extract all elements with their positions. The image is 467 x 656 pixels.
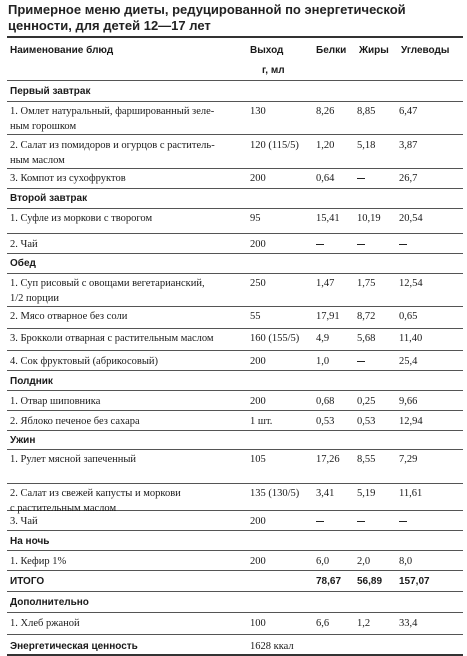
item-name: 3. Компот из сухофруктов [10, 173, 126, 184]
item-name: 4. Сок фруктовый (абрикосовый) [10, 356, 159, 367]
item-carbs: 11,40 [399, 333, 423, 344]
item-carbs: 9,66 [399, 396, 418, 407]
item-output: 1 шт. [250, 416, 273, 427]
table-rule [7, 570, 463, 571]
table-rule [7, 273, 463, 274]
item-output: 160 (155/5) [250, 333, 300, 344]
header-output-unit: г, мл [262, 65, 285, 76]
item-fat: 0,53 [357, 416, 376, 427]
item-name: 1. Суфле из моркови с творогом [10, 213, 153, 224]
item-fat: 0,25 [357, 396, 376, 407]
item-carbs: 33,4 [399, 618, 418, 629]
item-protein [316, 515, 324, 528]
item-protein: 17,91 [316, 311, 340, 322]
item-name: 1. Кефир 1% [10, 556, 67, 567]
table-rule [7, 36, 463, 38]
item-carbs: 7,29 [399, 454, 418, 465]
header-fat: Жиры [359, 45, 389, 56]
item-name: 2. Салат из свежей капусты и моркови [10, 488, 181, 499]
item-fat: 8,85 [357, 106, 376, 117]
item-protein: 1,47 [316, 278, 335, 289]
item-carbs: 20,54 [399, 213, 423, 224]
item-fat [357, 515, 365, 528]
table-rule [7, 591, 463, 592]
item-fat: 2,0 [357, 556, 371, 567]
item-fat: 5,18 [357, 140, 376, 151]
table-rule [7, 430, 463, 431]
item-carbs: 25,4 [399, 356, 418, 367]
item-name: с растительным маслом [10, 503, 117, 514]
item-protein: 0,53 [316, 416, 335, 427]
table-rule [7, 80, 463, 81]
item-carbs: 11,61 [399, 488, 423, 499]
table-rule [7, 612, 463, 613]
item-name: 1. Рулет мясной запеченный [10, 454, 137, 465]
item-output: 120 (115/5) [250, 140, 299, 151]
item-name: 1. Омлет натуральный, фаршированный зеле- [10, 106, 215, 117]
item-carbs: 26,7 [399, 173, 418, 184]
item-name: 2. Салат из помидоров и огурцов с раститель- [10, 140, 215, 151]
dash-mark [357, 244, 365, 245]
table-title: Примерное меню диеты, редуцированной по энергетической ценности, для детей 12—17 лет [8, 2, 406, 33]
total-protein: 78,67 [316, 576, 342, 587]
item-name: 2. Яблоко печеное без сахара [10, 416, 140, 427]
table-rule [7, 306, 463, 307]
item-output: 200 [250, 516, 266, 527]
total-fat: 56,89 [357, 576, 383, 587]
item-output: 200 [250, 396, 266, 407]
table-rule [7, 483, 463, 484]
table-rule [7, 350, 463, 351]
dash-mark [357, 361, 365, 362]
item-protein: 6,6 [316, 618, 330, 629]
table-rule [7, 634, 463, 635]
item-protein: 17,26 [316, 454, 340, 465]
item-carbs: 8,0 [399, 556, 413, 567]
section-heading: Второй завтрак [10, 193, 88, 204]
dash-mark [357, 521, 365, 522]
item-carbs: 6,47 [399, 106, 418, 117]
section-heading: Ужин [10, 435, 36, 446]
item-protein: 1,0 [316, 356, 330, 367]
item-output: 200 [250, 556, 266, 567]
item-protein: 3,41 [316, 488, 335, 499]
item-name: 2. Чай [10, 239, 38, 250]
item-carbs: 3,87 [399, 140, 418, 151]
dash-mark [357, 178, 365, 179]
item-fat [357, 238, 365, 251]
dash-mark [316, 244, 324, 245]
table-rule [7, 370, 463, 371]
item-name: 3. Чай [10, 516, 38, 527]
item-output: 200 [250, 173, 266, 184]
item-protein: 6,0 [316, 556, 330, 567]
item-protein: 8,26 [316, 106, 335, 117]
total-label: ИТОГО [10, 576, 45, 587]
item-output: 55 [250, 311, 261, 322]
item-output: 95 [250, 213, 261, 224]
item-fat: 1,75 [357, 278, 376, 289]
item-name: 1. Хлеб ржаной [10, 618, 80, 629]
dash-mark [399, 521, 407, 522]
item-output: 100 [250, 618, 266, 629]
table-rule [7, 390, 463, 391]
item-fat [357, 355, 365, 368]
item-name: 1/2 порции [10, 293, 60, 304]
item-carbs: 0,65 [399, 311, 418, 322]
item-name: ным горошком [10, 121, 77, 132]
item-name: ным маслом [10, 155, 65, 166]
item-protein: 0,64 [316, 173, 335, 184]
item-fat: 10,19 [357, 213, 381, 224]
header-output: Выход [250, 45, 284, 56]
table-rule [7, 134, 463, 135]
table-rule [7, 530, 463, 531]
item-fat: 5,68 [357, 333, 376, 344]
item-output: 200 [250, 356, 266, 367]
energy-value: 1628 ккал [250, 641, 294, 652]
section-heading: На ночь [10, 536, 50, 547]
item-output: 130 [250, 106, 266, 117]
table-rule [7, 208, 463, 209]
item-name: 1. Отвар шиповника [10, 396, 101, 407]
table-rule [7, 410, 463, 411]
item-output: 250 [250, 278, 266, 289]
header-carbs: Углеводы [401, 45, 450, 56]
item-protein: 0,68 [316, 396, 335, 407]
item-fat: 1,2 [357, 618, 371, 629]
item-protein: 4,9 [316, 333, 330, 344]
item-output: 105 [250, 454, 266, 465]
header-protein: Белки [316, 45, 347, 56]
table-rule [7, 550, 463, 551]
table-rule [7, 188, 463, 189]
table-rule [7, 253, 463, 254]
item-fat: 8,55 [357, 454, 376, 465]
item-carbs [399, 515, 407, 528]
energy-label: Энергетическая ценность [10, 641, 138, 652]
table-rule [7, 449, 463, 450]
section-heading: Первый завтрак [10, 86, 91, 97]
header-name: Наименование блюд [10, 45, 114, 56]
dash-mark [399, 244, 407, 245]
item-protein: 15,41 [316, 213, 340, 224]
total-carbs: 157,07 [399, 576, 430, 587]
table-rule [7, 101, 463, 102]
section-heading: Полдник [10, 376, 53, 387]
item-name: 1. Суп рисовый с овощами вегетарианский, [10, 278, 205, 289]
item-carbs: 12,94 [399, 416, 423, 427]
item-name: 3. Брокколи отварная с растительным маслом [10, 333, 214, 344]
section-heading: Обед [10, 258, 36, 269]
dash-mark [316, 521, 324, 522]
table-rule [7, 168, 463, 169]
item-name: 2. Мясо отварное без соли [10, 311, 128, 322]
item-output: 200 [250, 239, 266, 250]
item-output: 135 (130/5) [250, 488, 300, 499]
table-rule [7, 233, 463, 234]
item-carbs [399, 238, 407, 251]
table-rule [7, 328, 463, 329]
item-fat: 8,72 [357, 311, 376, 322]
item-carbs: 12,54 [399, 278, 423, 289]
item-protein: 1,20 [316, 140, 335, 151]
item-fat: 5,19 [357, 488, 376, 499]
item-protein [316, 238, 324, 251]
item-fat [357, 172, 365, 185]
section-heading: Дополнительно [10, 597, 89, 608]
